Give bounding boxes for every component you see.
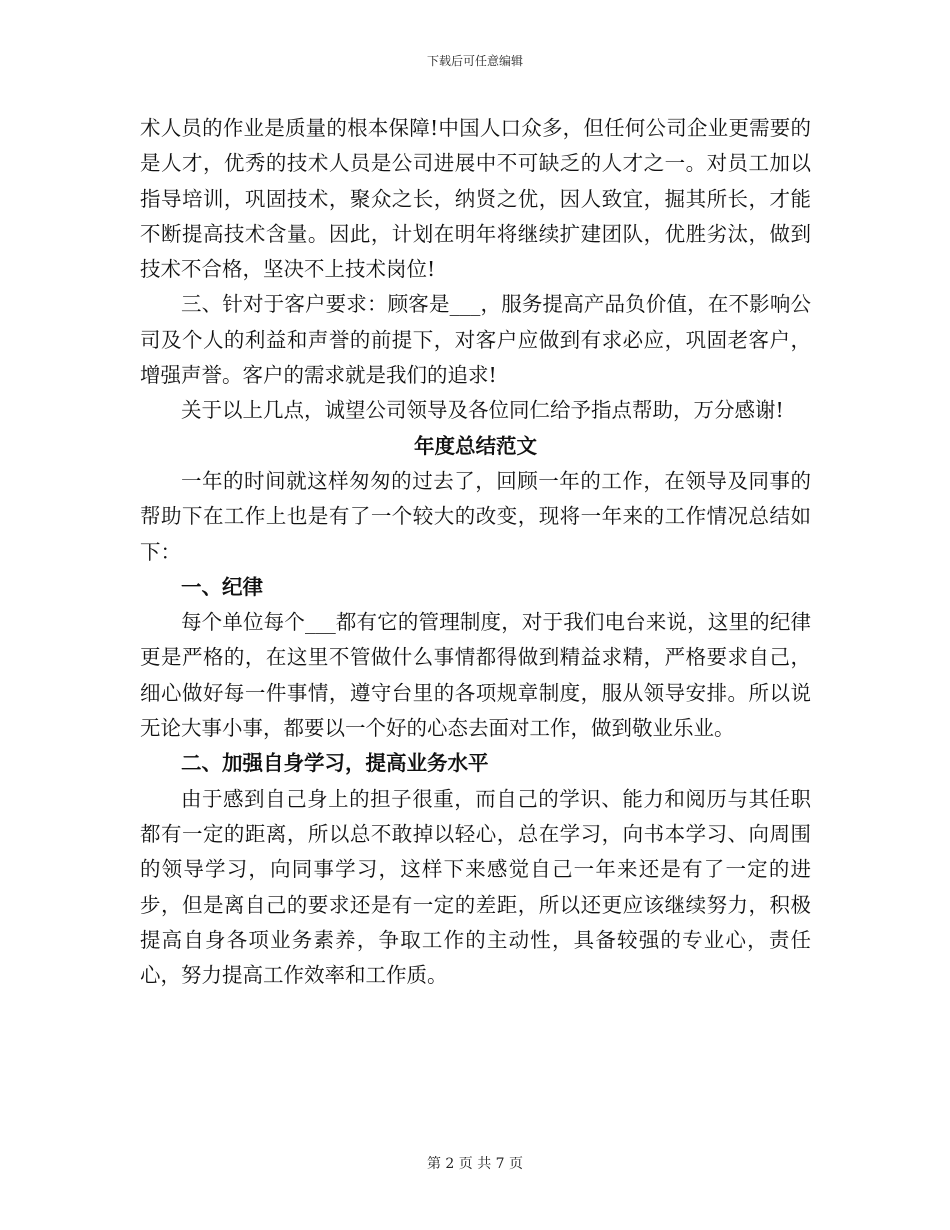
paragraph-thanks: 关于以上几点，诚望公司领导及各位同仁给予指点帮助，万分感谢! [181, 398, 784, 423]
paragraph-tech-staff: 术人员的作业是质量的根本保障!中国人口众多，但任何公司企业更需要的是人才，优秀的技术人员是公司进展中不可缺乏的人才之一。对员工加以指导培训，巩固技术，聚众之长，纳贤之优，因人致宜，掘其所长，才能不断提高技术含量。因此，计划在明年将继续扩建团队，优胜劣汰，做到技术不合格，坚决不上技术岗位! [140, 116, 811, 282]
document-body [140, 111, 811, 993]
paragraph-self-study: 由于感到自己身上的担子很重，而自己的学识、能力和阅历与其任职都有一定的距离，所以总不敢掉以轻心，总在学习，向书本学习、向周围的领导学习，向同事学习，这样下来感觉自己一年来还是有了一定的进步，但是离自己的要求还是有一定的差距，所以还更应该继续努力，积极提高自身各项业务素养，争取工作的主动性，具备较强的专业心，责任心，努力提高工作效率和工作质。 [140, 786, 811, 988]
paragraph-discipline: 每个单位每个___都有它的管理制度，对于我们电台来说，这里的纪律更是严格的，在这里不管做什么事情都得做到精益求精，严格要求自己，细心做好每一件事情，遵守台里的各项规章制度，服从领导安排。所以说无论大事小事，都要以一个好的心态去面对工作，做到敬业乐业。 [140, 610, 811, 741]
section-heading-self-study: 二、加强自身学习，提高业务水平 [181, 751, 489, 776]
page-header: 下载后可任意编辑 [426, 54, 523, 68]
document-title: 年度总结范文 [414, 433, 537, 458]
section-heading-discipline: 一、纪律 [181, 574, 263, 599]
page-number: 第 2 页 共 7 页 [426, 1156, 524, 1172]
paragraph-intro: 一年的时间就这样匆匆的过去了，回顾一年的工作，在领导及同事的帮助下在工作上也是有了一个较大的改变，现将一年来的工作情况总结如下： [140, 468, 811, 564]
paragraph-customer-requirements: 三、针对于客户要求：顾客是___，服务提高产品负价值，在不影响公司及个人的利益和声誉的前提下，对客户应做到有求必应，巩固老客户，增强声誉。客户的需求就是我们的追求! [140, 292, 811, 388]
